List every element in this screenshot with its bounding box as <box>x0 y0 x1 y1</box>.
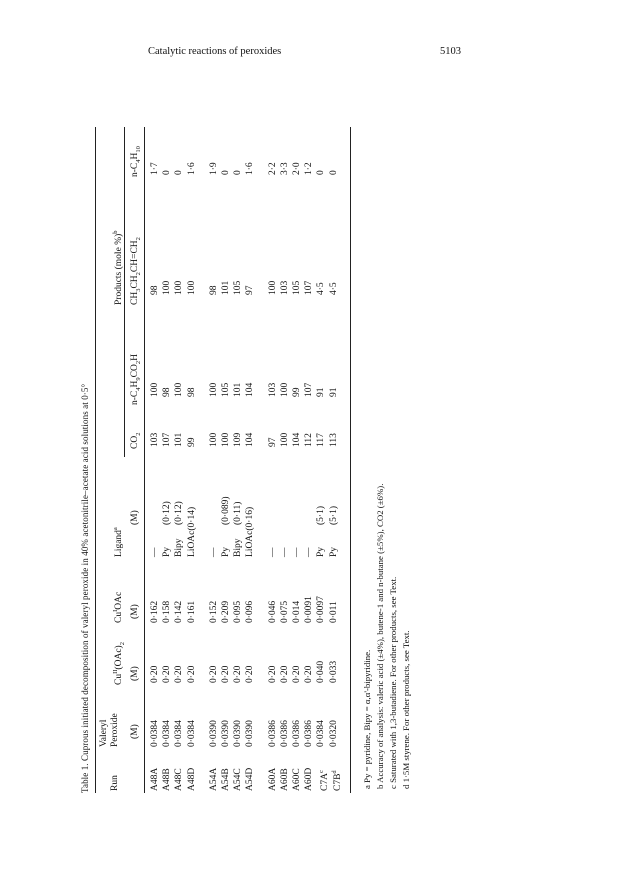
cell-ligm: (5·1) <box>316 506 327 525</box>
header-ligand-sup: a <box>112 527 119 531</box>
cell-but: 4·5 <box>316 282 327 295</box>
cell-co2: 104 <box>292 432 302 447</box>
cell-lig: Bipy <box>174 538 185 557</box>
cell-run: A48B <box>162 768 173 791</box>
products-rule <box>124 127 125 457</box>
cell-co2: 117 <box>316 433 327 447</box>
cell-val: 103 <box>267 382 278 397</box>
cell-n: 1·2 <box>304 162 315 175</box>
cell-co2: 112 <box>304 433 315 447</box>
cell-val: 98 <box>186 387 197 397</box>
cell-vp: 0·0386 <box>304 720 315 747</box>
cell-val: 100 <box>174 382 185 397</box>
cell-vp: 0·0386 <box>279 720 290 747</box>
cell-n: 3·3 <box>279 162 290 175</box>
header-cu1: $Cu^IOAc$ <box>112 591 125 623</box>
cell-run: A60D <box>304 767 315 791</box>
cell-cu1: 0·0091 <box>304 596 315 623</box>
cell-cu2: 0·20 <box>245 665 256 683</box>
cell-val: 100 <box>279 382 290 397</box>
cell-vp: 0·0384 <box>186 720 197 747</box>
cell-run: $C7A^c$ <box>318 770 331 791</box>
cell-cu1: 0·152 <box>208 600 219 623</box>
running-head: Catalytic reactions of peroxides <box>148 46 282 57</box>
cell-vp: 0·0390 <box>221 720 231 747</box>
header-products-text: Products (mole %) <box>114 233 125 305</box>
cell-cu1: 0·142 <box>174 600 185 623</box>
run-footnote-marker: c <box>318 770 326 774</box>
cell-vp: 0·0384 <box>174 720 185 747</box>
footnote-c: c Saturated with 1,3-butadiene. For other products, see Text. <box>388 576 398 789</box>
cell-vp: 0·0390 <box>245 720 256 747</box>
cell-cu1: 0·096 <box>245 600 256 623</box>
cell-vp: 0·0384 <box>162 720 173 747</box>
cell-cu2: 0·20 <box>186 665 197 683</box>
cell-vp: 0·0320 <box>328 720 339 747</box>
cell-co2: 100 <box>279 432 290 447</box>
bottom-rule <box>350 127 351 793</box>
cell-lig: — <box>279 547 290 557</box>
cell-n: 0 <box>316 170 327 175</box>
cell-lig: Py <box>316 546 327 557</box>
cell-cu1: 0·158 <box>162 600 173 623</box>
cell-but: 100 <box>174 280 185 295</box>
cell-val: 100 <box>208 382 219 397</box>
cell-ligm: (0·12) <box>174 501 185 525</box>
cell-vp: 0·0386 <box>292 720 302 747</box>
cell-run: A48D <box>186 767 197 791</box>
unit-cu2: (M) <box>130 666 140 681</box>
cell-val: 91 <box>328 387 339 397</box>
cell-n: 0 <box>162 170 173 175</box>
cell-co2: 99 <box>186 437 197 447</box>
cell-cu2: 0·20 <box>208 665 219 683</box>
cell-lig: — <box>304 547 315 557</box>
page-number: 5103 <box>440 46 461 57</box>
cell-cu2: 0·20 <box>292 665 302 683</box>
cell-ligm: (0·12) <box>162 501 173 525</box>
cell-run: A48C <box>174 768 185 791</box>
cell-lig: LiOAc(0·14) <box>186 506 197 557</box>
cell-but: 101 <box>221 280 231 295</box>
cell-cu1: 0·075 <box>279 600 290 623</box>
cell-lig: Py <box>221 546 231 557</box>
cell-cu2: 0·20 <box>233 665 244 683</box>
cell-vp: 0·0384 <box>316 720 327 747</box>
cell-co2: 100 <box>221 432 231 447</box>
cell-cu2: 0·20 <box>221 665 231 683</box>
cell-run: A48A <box>150 767 160 791</box>
cell-but: 98 <box>150 285 160 295</box>
header-products-sup: b <box>112 230 119 234</box>
header-ligand-text: Ligand <box>114 530 125 557</box>
cell-lig: — <box>267 547 278 557</box>
cell-but: 105 <box>292 280 302 295</box>
header-cu2: $Cu^{II}(OAc)_2$ <box>112 642 127 685</box>
cell-vp: 0·0390 <box>233 720 244 747</box>
header-butane: $n-C_4H_{10}$ <box>130 146 142 177</box>
cell-n: 2·2 <box>267 162 278 175</box>
table-caption: Table 1. Cuprous initiated decomposition of valeryl peroxide in 40% acetonitrile–acetate acid solutions at 0·5° <box>80 383 90 793</box>
cell-vp: 0·0384 <box>150 720 160 747</box>
cell-val: 105 <box>221 382 231 397</box>
unit-cu1: (M) <box>130 604 140 619</box>
cell-n: 0 <box>328 170 339 175</box>
cell-val: 107 <box>304 382 315 397</box>
header-run: Run <box>110 775 120 791</box>
cell-run: $C7B^d$ <box>330 770 343 791</box>
cell-n: 0 <box>233 170 244 175</box>
cell-cu1: 0·0097 <box>316 596 327 623</box>
cell-run: A54C <box>233 768 244 791</box>
cell-val: 101 <box>233 382 244 397</box>
cell-run: A60B <box>279 768 290 791</box>
run-footnote-marker: d <box>330 770 338 774</box>
unit-vp: (M) <box>130 724 140 739</box>
cell-but: 103 <box>279 280 290 295</box>
cell-cu1: 0·162 <box>150 600 160 623</box>
cell-cu2: 0·040 <box>316 660 327 683</box>
header-butene: $CH_3CH_2CH=CH_2$ <box>130 237 142 305</box>
cell-cu1: 0·161 <box>186 600 197 623</box>
cell-but: 97 <box>245 285 256 295</box>
cell-n: 0 <box>174 170 185 175</box>
cell-co2: 113 <box>328 433 339 447</box>
header-valeryl-peroxide: Valeryl Peroxide <box>99 713 120 747</box>
cell-val: 100 <box>150 382 160 397</box>
cell-val: 104 <box>245 382 256 397</box>
cell-ligm: (5·1) <box>328 506 339 525</box>
cell-n: 2·0 <box>292 162 302 175</box>
cell-but: 100 <box>267 280 278 295</box>
header-co2: $CO_2$ <box>130 432 142 449</box>
header-valeric: $n-C_4H_9CO_2H$ <box>130 354 142 405</box>
unit-ligand: (M) <box>130 510 140 525</box>
cell-run: A54B <box>221 768 231 791</box>
cell-run: A54D <box>245 767 256 791</box>
cell-co2: 97 <box>267 437 278 447</box>
cell-lig: LiOAc(0·16) <box>245 506 256 557</box>
cell-cu1: 0·209 <box>221 600 231 623</box>
top-rule <box>95 127 96 793</box>
cell-n: 1·9 <box>208 162 219 175</box>
footnote-a: a Py = pyridine, Bipy = α,α'-bipyridine. <box>362 649 372 789</box>
cell-cu1: 0·014 <box>292 600 302 623</box>
rotated-table-region <box>80 100 576 805</box>
cell-ligm: (0·11) <box>233 501 244 525</box>
cell-cu2: 0·20 <box>279 665 290 683</box>
cell-cu2: 0·20 <box>304 665 315 683</box>
cell-cu1: 0·046 <box>267 600 278 623</box>
footnote-b: b Accuracy of analysis: valeric acid (±4%), butene-1 and n-butane (±5%), CO2 (±6%). <box>375 483 385 789</box>
cell-co2: 104 <box>245 432 256 447</box>
cell-cu2: 0·033 <box>328 660 339 683</box>
cell-co2: 103 <box>150 432 160 447</box>
cell-n: 0 <box>221 170 231 175</box>
cell-co2: 101 <box>174 432 185 447</box>
cell-lig: — <box>150 547 160 557</box>
header-ligand <box>110 527 125 557</box>
cell-lig: — <box>208 547 219 557</box>
cell-lig: Py <box>328 546 339 557</box>
cell-co2: 100 <box>208 432 219 447</box>
header-products <box>110 231 125 306</box>
cell-run: A60C <box>292 768 302 791</box>
cell-lig: — <box>292 547 302 557</box>
footnote-d: d 1·5M styrene. For other products, see Text. <box>401 630 411 789</box>
cell-cu2: 0·20 <box>174 665 185 683</box>
cell-ligm: (0·089) <box>221 496 231 525</box>
cell-cu2: 0·20 <box>267 665 278 683</box>
cell-val: 91 <box>316 387 327 397</box>
cell-lig: Bipy <box>233 538 244 557</box>
cell-cu2: 0·20 <box>150 665 160 683</box>
cell-but: 107 <box>304 280 315 295</box>
cell-n: 1·6 <box>186 162 197 175</box>
cell-but: 100 <box>186 280 197 295</box>
cell-cu2: 0·20 <box>162 665 173 683</box>
cell-n: 1·7 <box>150 162 160 175</box>
cell-run: A54A <box>208 767 219 791</box>
cell-but: 105 <box>233 280 244 295</box>
cell-n: 1·6 <box>245 162 256 175</box>
cell-vp: 0·0390 <box>208 720 219 747</box>
cell-but: 100 <box>162 280 173 295</box>
cell-cu1: 0·011 <box>328 601 339 623</box>
cell-val: 98 <box>162 387 173 397</box>
cell-co2: 109 <box>233 432 244 447</box>
cell-but: 4·5 <box>328 282 339 295</box>
header-bottom-rule <box>144 127 145 793</box>
cell-vp: 0·0386 <box>267 720 278 747</box>
cell-val: 99 <box>292 387 302 397</box>
cell-lig: Py <box>162 546 173 557</box>
cell-cu1: 0·095 <box>233 600 244 623</box>
cell-run: A60A <box>267 767 278 791</box>
cell-but: 98 <box>208 285 219 295</box>
table-1 <box>80 100 576 805</box>
cell-co2: 107 <box>162 432 173 447</box>
